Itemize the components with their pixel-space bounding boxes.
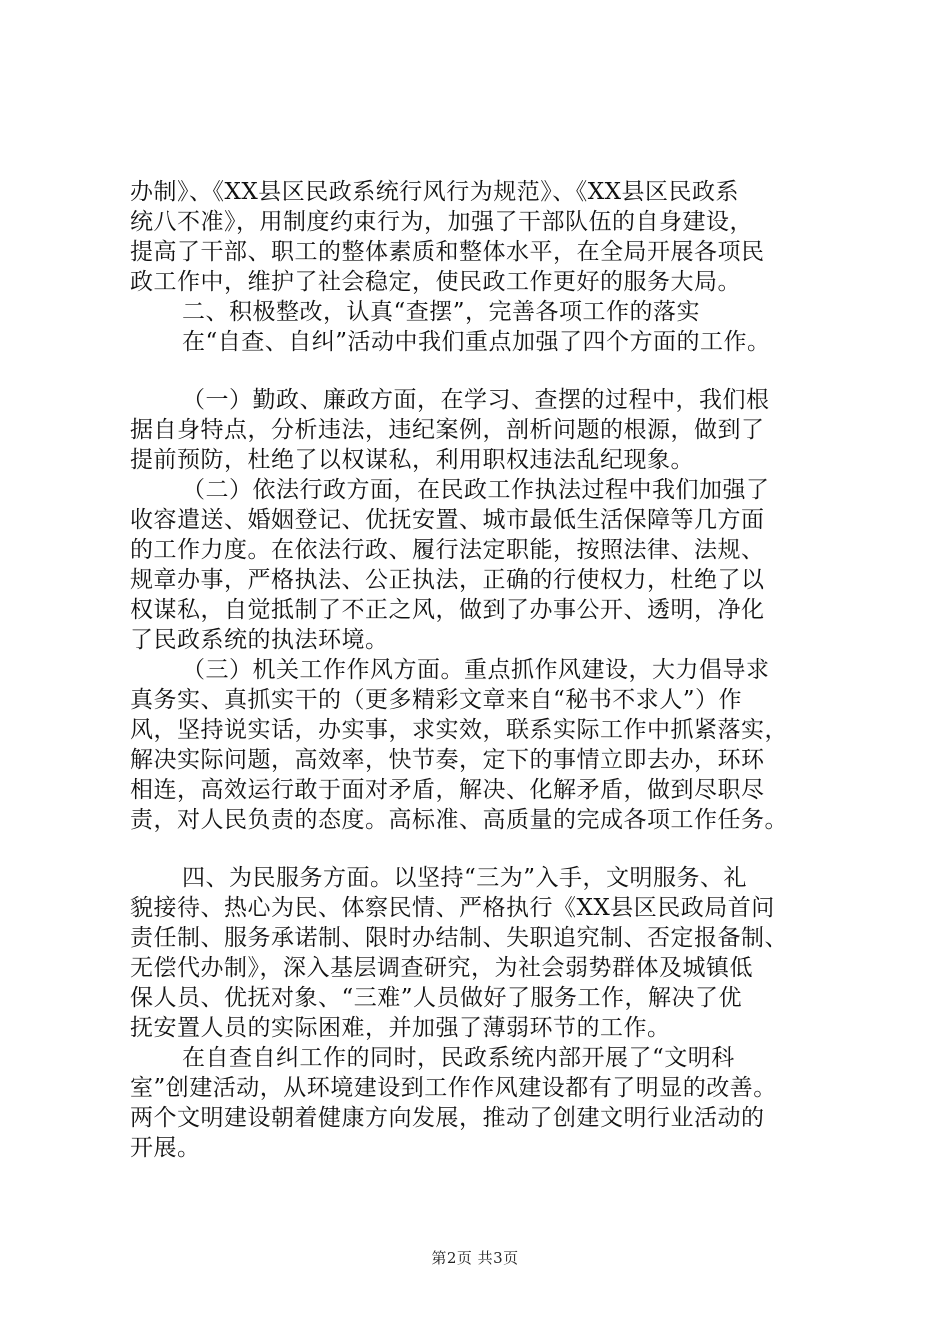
text-line: 开展。 (130, 1135, 201, 1161)
text-line: 了民政系统的执法环境。 (130, 627, 389, 653)
text-line: 责任制、服务承诺制、限时办结制、失职追究制、否定报备制、 (130, 925, 788, 951)
text-line: 收容遣送、婚姻登记、优抚安置、城市最低生活保障等几方面 (130, 507, 765, 533)
text-line: 在自查自纠工作的同时，民政系统内部开展了“文明科 (182, 1045, 735, 1071)
paragraph-item-2 (130, 475, 830, 655)
paragraph-continuation (130, 177, 830, 297)
paragraph-item-3 (130, 655, 830, 835)
text-line: （三）机关工作作风方面。重点抓作风建设，大力倡导求 (182, 657, 770, 683)
text-line: 貌接待、热心为民、体察民情、严格执行《XX县区民政局首问 (130, 895, 775, 921)
paragraph-gap (130, 835, 830, 863)
text-line: 保人员、优抚对象、“三难”人员做好了服务工作，解决了优 (130, 985, 743, 1011)
text-line: 无偿代办制》，深入基层调查研究，为社会弱势群体及城镇低 (130, 955, 753, 981)
text-line: 室”创建活动，从环境建设到工作作风建设都有了明显的改善。 (130, 1075, 777, 1101)
page-footer: 第2页 共3页 (431, 1249, 519, 1267)
paragraph-final (130, 1043, 830, 1163)
section-heading: 二、积极整改，认真“查摆”，完善各项工作的落实 (182, 299, 701, 325)
text-line: 四、为民服务方面。以坚持“三为”入手，文明服务、礼 (182, 865, 748, 891)
text-line: 政工作中，维护了社会稳定，使民政工作更好的服务大局。 (130, 269, 741, 295)
text-line: （二）依法行政方面，在民政工作执法过程中我们加强了 (182, 477, 770, 503)
text-line: 权谋私，自觉抵制了不正之风，做到了办事公开、透明，净化 (130, 597, 765, 623)
paragraph-item-1 (130, 385, 830, 475)
text-line: 办制》、《XX县区民政系统行风行为规范》、《XX县区民政系 (130, 179, 739, 205)
text-line: 提前预防，杜绝了以权谋私，利用职权违法乱纪现象。 (130, 447, 694, 473)
paragraph-item-4 (130, 863, 830, 1043)
text-line: 据自身特点，分析违法，违纪案例，剖析问题的根源，做到了 (130, 417, 765, 443)
paragraph-gap (130, 357, 830, 385)
text-line: （一）勤政、廉政方面，在学习、查摆的过程中，我们根 (182, 387, 770, 413)
text-line: 抚安置人员的实际困难，并加强了薄弱环节的工作。 (130, 1015, 671, 1041)
text-line: 真务实、真抓实干的（更多精彩文章来自“秘书不求人”）作 (130, 687, 743, 713)
text-line: 风，坚持说实话，办实事，求实效，联系实际工作中抓紧落实， (130, 717, 788, 743)
text-line: 相连，高效运行敢于面对矛盾，解决、化解矛盾，做到尽职尽 (130, 777, 765, 803)
section-intro: 在“自查、自纠”活动中我们重点加强了四个方面的工作。 (182, 329, 771, 355)
text-line: 规章办事，严格执法、公正执法，正确的行使权力，杜绝了以 (130, 567, 765, 593)
text-line: 的工作力度。在依法行政、履行法定职能，按照法律、法规、 (130, 537, 765, 563)
document-body (130, 177, 830, 1163)
text-line: 统八不准》，用制度约束行为，加强了干部队伍的自身建设， (130, 209, 753, 235)
text-line: 两个文明建设朝着健康方向发展，推动了创建文明行业活动的 (130, 1105, 765, 1131)
text-line: 责，对人民负责的态度。高标准、高质量的完成各项工作任务。 (130, 807, 788, 833)
text-line: 解决实际问题，高效率，快节奏，定下的事情立即去办，环环 (130, 747, 765, 773)
text-line: 提高了干部、职工的整体素质和整体水平，在全局开展各项民 (130, 239, 765, 265)
